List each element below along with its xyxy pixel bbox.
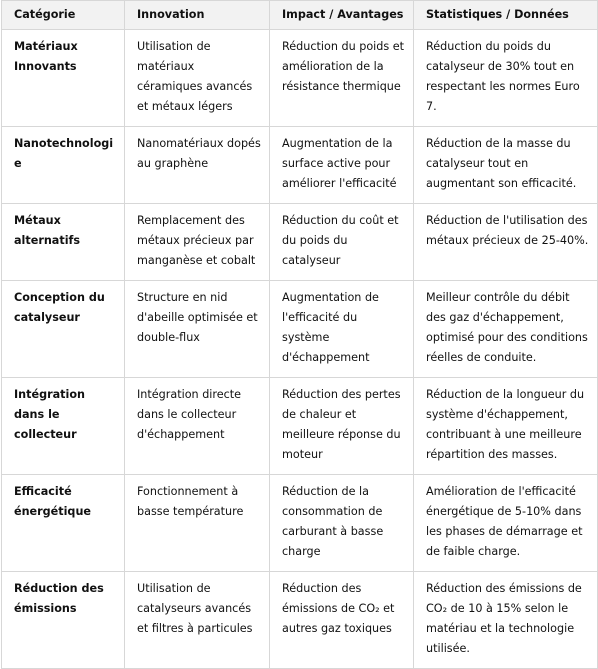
cell-innovation: Utilisation de catalyseurs avancés et filtres à particules (125, 572, 270, 669)
cell-statistics: Meilleur contrôle du débit des gaz d'échappement, optimisé pour des conditions réelles de conduite. (414, 281, 598, 378)
cell-impact: Réduction des pertes de chaleur et meilleure réponse du moteur (270, 378, 414, 475)
cell-impact: Réduction de la consommation de carburant à basse charge (270, 475, 414, 572)
cell-innovation: Intégration directe dans le collecteur d'échappement (125, 378, 270, 475)
table-row (2, 30, 598, 127)
cell-statistics: Réduction de la masse du catalyseur tout en augmentant son efficacité. (414, 127, 598, 204)
cell-innovation: Remplacement des métaux précieux par manganèse et cobalt (125, 204, 270, 281)
cell-impact: Augmentation de l'efficacité du système d'échappement (270, 281, 414, 378)
cell-impact: Réduction des émissions de CO₂ et autres gaz toxiques (270, 572, 414, 669)
table-body (2, 30, 598, 669)
cell-impact: Réduction du poids et amélioration de la résistance thermique (270, 30, 414, 127)
cell-category: Matériaux Innovants (2, 30, 125, 127)
cell-category: Intégration dans le collecteur (2, 378, 125, 475)
cell-category: Efficacité énergétique (2, 475, 125, 572)
cell-impact: Réduction du coût et du poids du catalyseur (270, 204, 414, 281)
cell-category: Conception du catalyseur (2, 281, 125, 378)
table-row (2, 572, 598, 669)
table-row (2, 475, 598, 572)
cell-statistics: Réduction de l'utilisation des métaux précieux de 25-40%. (414, 204, 598, 281)
header-impact: Impact / Avantages (270, 1, 414, 30)
cell-category: Nanotechnologie (2, 127, 125, 204)
cell-category: Réduction des émissions (2, 572, 125, 669)
cell-innovation: Fonctionnement à basse température (125, 475, 270, 572)
table-row (2, 204, 598, 281)
cell-statistics: Réduction du poids du catalyseur de 30% tout en respectant les normes Euro 7. (414, 30, 598, 127)
cell-statistics: Réduction de la longueur du système d'échappement, contribuant à une meilleure répartition des masses. (414, 378, 598, 475)
cell-innovation: Structure en nid d'abeille optimisée et double-flux (125, 281, 270, 378)
cell-innovation: Nanomatériaux dopés au graphène (125, 127, 270, 204)
table-row (2, 281, 598, 378)
header-categorie: Catégorie (2, 1, 125, 30)
table-header (2, 1, 598, 30)
cell-statistics: Amélioration de l'efficacité énergétique de 5-10% dans les phases de démarrage et de faible charge. (414, 475, 598, 572)
header-row (2, 1, 598, 30)
cell-innovation: Utilisation de matériaux céramiques avancés et métaux légers (125, 30, 270, 127)
comparison-table (1, 0, 598, 669)
table-row (2, 378, 598, 475)
header-innovation: Innovation (125, 1, 270, 30)
cell-statistics: Réduction des émissions de CO₂ de 10 à 15% selon le matériau et la technologie utilisée. (414, 572, 598, 669)
table-row (2, 127, 598, 204)
header-statistiques: Statistiques / Données (414, 1, 598, 30)
cell-category: Métaux alternatifs (2, 204, 125, 281)
cell-impact: Augmentation de la surface active pour améliorer l'efficacité (270, 127, 414, 204)
